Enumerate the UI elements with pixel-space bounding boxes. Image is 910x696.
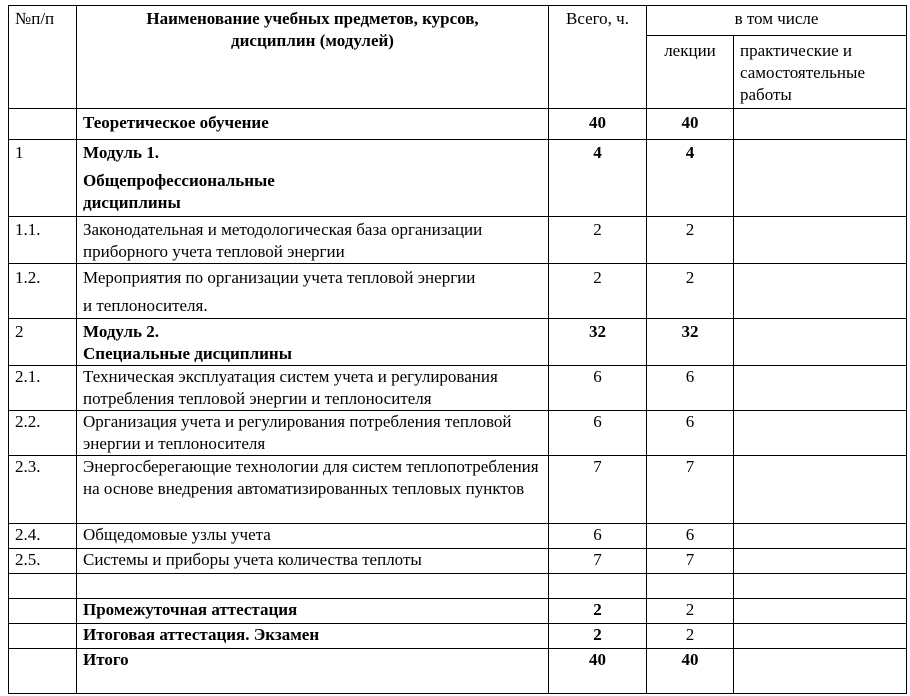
row-lectures: 2 <box>647 217 734 264</box>
header-num: №п/п <box>9 6 77 109</box>
module-subtitle: Специальные дисциплины <box>83 344 292 363</box>
row-practice <box>734 549 907 574</box>
row-lectures: 2 <box>647 599 734 624</box>
table-row-empty <box>9 574 907 599</box>
row-total: 2 <box>549 264 647 319</box>
header-row <box>9 6 907 36</box>
header-practice: практические и самостоятельные работы <box>734 36 907 109</box>
table-row <box>9 599 907 624</box>
row-name <box>77 319 549 366</box>
row-lectures: 2 <box>647 624 734 649</box>
row-practice <box>734 574 907 599</box>
row-num <box>9 624 77 649</box>
row-total: 4 <box>549 140 647 217</box>
row-num: 2.5. <box>9 549 77 574</box>
row-num <box>9 649 77 694</box>
row-practice <box>734 411 907 456</box>
row-total: 40 <box>549 649 647 694</box>
table-row <box>9 456 907 524</box>
module-title: Модуль 2. <box>83 322 160 341</box>
table-row <box>9 411 907 456</box>
row-total: 2 <box>549 624 647 649</box>
curriculum-table <box>8 5 907 694</box>
header-name: Наименование учебных предметов, курсов, дисциплин (модулей) <box>77 6 549 109</box>
row-practice <box>734 140 907 217</box>
row-num: 1 <box>9 140 77 217</box>
row-lectures: 2 <box>647 264 734 319</box>
row-name <box>77 140 549 217</box>
row-num <box>9 599 77 624</box>
row-practice <box>734 264 907 319</box>
row-practice <box>734 456 907 524</box>
row-num: 2.1. <box>9 366 77 411</box>
row-practice <box>734 319 907 366</box>
header-lectures: лекции <box>647 36 734 109</box>
row-lectures: 6 <box>647 366 734 411</box>
row-total: 32 <box>549 319 647 366</box>
table-row <box>9 264 907 319</box>
row-lectures: 40 <box>647 109 734 140</box>
row-num: 2 <box>9 319 77 366</box>
row-practice <box>734 649 907 694</box>
table-row <box>9 624 907 649</box>
row-name: Итоговая аттестация. Экзамен <box>77 624 549 649</box>
header-total: Всего, ч. <box>549 6 647 109</box>
row-name: Промежуточная аттестация <box>77 599 549 624</box>
row-name-line: и теплоносителя. <box>83 296 208 315</box>
row-practice <box>734 217 907 264</box>
table-row <box>9 109 907 140</box>
row-lectures: 6 <box>647 524 734 549</box>
table-row <box>9 140 907 217</box>
table-row <box>9 524 907 549</box>
row-practice <box>734 366 907 411</box>
row-total: 7 <box>549 549 647 574</box>
row-name: Законодательная и методологическая база организации приборного учета тепловой энергии <box>77 217 549 264</box>
row-total: 6 <box>549 524 647 549</box>
row-lectures <box>647 574 734 599</box>
row-total <box>549 574 647 599</box>
row-lectures: 32 <box>647 319 734 366</box>
row-practice <box>734 624 907 649</box>
row-name: Энергосберегающие технологии для систем теплопотребления на основе внедрения автоматизированных тепловых пунктов <box>77 456 549 524</box>
row-total: 2 <box>549 599 647 624</box>
row-total: 40 <box>549 109 647 140</box>
header-including: в том числе <box>647 6 907 36</box>
table-row <box>9 549 907 574</box>
row-num: 1.2. <box>9 264 77 319</box>
table-row <box>9 319 907 366</box>
row-lectures: 7 <box>647 456 734 524</box>
row-lectures: 7 <box>647 549 734 574</box>
row-name: Организация учета и регулирования потребления тепловой энергии и теплоносителя <box>77 411 549 456</box>
module-subtitle: Общепрофессиональные <box>83 171 275 190</box>
row-num <box>9 574 77 599</box>
row-lectures: 40 <box>647 649 734 694</box>
row-name: Системы и приборы учета количества теплоты <box>77 549 549 574</box>
row-name: Теоретическое обучение <box>77 109 549 140</box>
row-total: 6 <box>549 366 647 411</box>
row-name-line: Мероприятия по организации учета тепловой энергии <box>83 268 476 287</box>
table-row <box>9 366 907 411</box>
table-row-total <box>9 649 907 694</box>
row-total: 6 <box>549 411 647 456</box>
row-name: Техническая эксплуатация систем учета и регулирования потребления тепловой энергии и теплоносителя <box>77 366 549 411</box>
row-num <box>9 109 77 140</box>
row-num: 1.1. <box>9 217 77 264</box>
row-total: 2 <box>549 217 647 264</box>
table-row <box>9 217 907 264</box>
row-lectures: 6 <box>647 411 734 456</box>
row-name: Общедомовые узлы учета <box>77 524 549 549</box>
row-num: 2.4. <box>9 524 77 549</box>
row-practice <box>734 109 907 140</box>
row-total: 7 <box>549 456 647 524</box>
row-name <box>77 574 549 599</box>
row-num: 2.3. <box>9 456 77 524</box>
row-lectures: 4 <box>647 140 734 217</box>
module-subtitle: дисциплины <box>83 193 181 212</box>
row-name <box>77 264 549 319</box>
module-title: Модуль 1. <box>83 143 160 162</box>
row-practice <box>734 524 907 549</box>
row-num: 2.2. <box>9 411 77 456</box>
row-name: Итого <box>77 649 549 694</box>
row-practice <box>734 599 907 624</box>
